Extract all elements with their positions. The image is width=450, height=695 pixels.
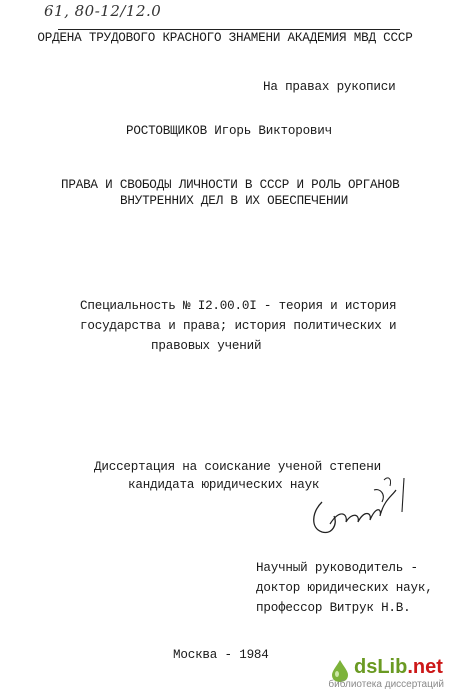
author-name: РОСТОВЩИКОВ Игорь Викторович <box>126 124 333 138</box>
supervisor-line-3: профессор Витрук Н.В. <box>256 601 411 615</box>
author-signature <box>300 472 422 542</box>
header-divider <box>58 29 400 30</box>
dslib-watermark[interactable] <box>324 656 446 692</box>
brand-subtitle: библиотека диссертаций <box>328 679 444 690</box>
academy-name: ОРДЕНА ТРУДОВОГО КРАСНОГО ЗНАМЕНИ АКАДЕМИЯ МВД СССР <box>37 31 413 45</box>
specialty-line-1: Специальность № I2.00.0I - теория и история <box>80 299 397 313</box>
supervisor-line-2: доктор юридических наук, <box>256 581 433 595</box>
supervisor-line-1: Научный руководитель - <box>256 561 418 575</box>
dissertation-title-line-2: ВНУТРЕННИХ ДЕЛ В ИХ ОБЕСПЕЧЕНИИ <box>120 194 349 208</box>
specialty-line-3: правовых учений <box>151 339 262 353</box>
degree-line-2: кандидата юридических наук <box>128 478 320 492</box>
specialty-line-2: государства и права; история политических и <box>80 319 397 333</box>
brand-name: dsLib.net <box>354 656 443 678</box>
handwritten-catalog-number: 61, 80-12/12.0 <box>44 2 162 20</box>
manuscript-rights-note: На правах рукописи <box>263 80 396 94</box>
dissertation-title-line-1: ПРАВА И СВОБОДЫ ЛИЧНОСТИ В СССР И РОЛЬ ОРГАНОВ <box>61 178 400 192</box>
degree-line-1: Диссертация на соискание ученой степени <box>94 460 381 474</box>
city-year: Москва - 1984 <box>173 648 269 662</box>
